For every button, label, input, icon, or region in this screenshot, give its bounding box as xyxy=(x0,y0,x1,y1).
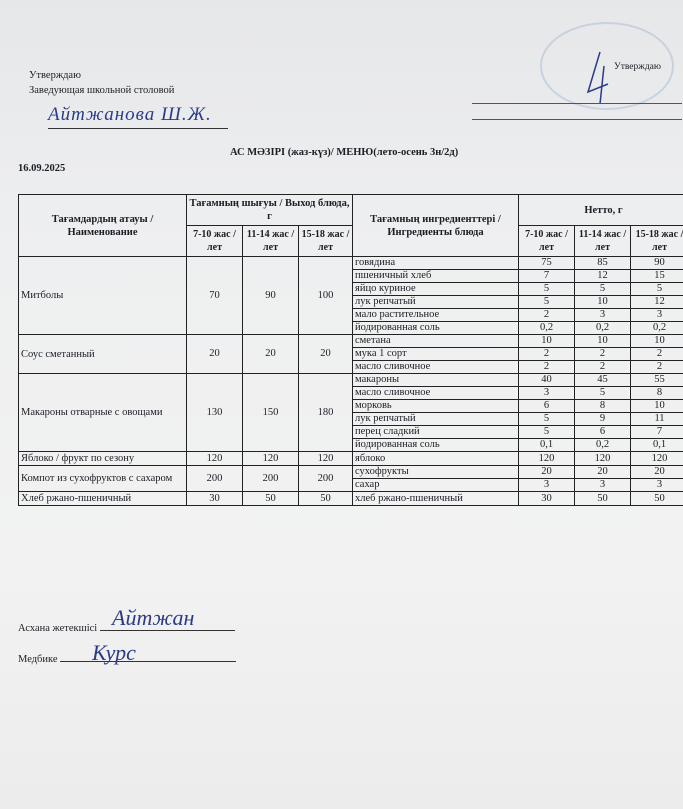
ingredient-name: перец сладкий xyxy=(353,426,519,439)
ingredient-netto: 5 xyxy=(575,387,631,400)
ingredient-netto: 85 xyxy=(575,257,631,270)
dish-name: Яблоко / фрукт по сезону xyxy=(19,452,187,466)
menu-title: АС МӘЗІРІ (жаз-күз)/ МЕНЮ(лето-осень 3н/2д) xyxy=(230,147,459,158)
dish-name: Митболы xyxy=(19,257,187,335)
ingredient-name: мука 1 сорт xyxy=(353,348,519,361)
ingredient-netto: 10 xyxy=(519,335,575,348)
ingredient-netto: 8 xyxy=(575,400,631,413)
table-row xyxy=(19,466,683,479)
dish-output: 200 xyxy=(299,466,353,492)
header-ingredients: Тағамның ингредиенттері / Ингредиенты блюда xyxy=(353,195,519,257)
approver-signature-name: Айтжанова Ш.Ж. xyxy=(48,104,228,129)
ingredient-name: лук репчатый xyxy=(353,413,519,426)
ingredient-netto: 6 xyxy=(575,426,631,439)
ingredient-name: хлеб ржано-пшеничный xyxy=(353,492,519,506)
ingredient-netto: 3 xyxy=(575,309,631,322)
dish-output: 180 xyxy=(299,374,353,452)
header-age-7-10: 7-10 жас / лет xyxy=(187,226,243,257)
ingredient-netto: 3 xyxy=(575,479,631,492)
ingredient-netto: 9 xyxy=(575,413,631,426)
ingredient-netto: 15 xyxy=(631,270,683,283)
nurse-signature: Курс xyxy=(92,640,136,665)
nurse-label: Медбике xyxy=(18,654,58,665)
signature-line xyxy=(60,661,236,662)
ingredient-netto: 120 xyxy=(519,452,575,466)
ingredient-netto: 5 xyxy=(519,296,575,309)
ingredient-netto: 10 xyxy=(631,400,683,413)
cook-signature: Айтжан xyxy=(112,605,195,630)
dish-output: 120 xyxy=(187,452,243,466)
ingredient-netto: 0,2 xyxy=(631,322,683,335)
table-row xyxy=(19,335,683,348)
header-age-15-18: 15-18 жас / лет xyxy=(631,226,683,257)
dish-output: 50 xyxy=(299,492,353,506)
ingredient-netto: 40 xyxy=(519,374,575,387)
ingredient-netto: 20 xyxy=(575,466,631,479)
dish-output: 120 xyxy=(299,452,353,466)
signature-line xyxy=(472,104,682,120)
ingredient-netto: 55 xyxy=(631,374,683,387)
dish-output: 130 xyxy=(187,374,243,452)
ingredient-netto: 5 xyxy=(631,283,683,296)
dish-output: 200 xyxy=(243,466,299,492)
ingredient-name: мало растительное xyxy=(353,309,519,322)
ingredient-name: йодированная соль xyxy=(353,322,519,335)
ingredient-netto: 2 xyxy=(575,361,631,374)
approve-label-right: Утверждаю xyxy=(614,62,661,72)
table-row xyxy=(19,374,683,387)
ingredient-netto: 120 xyxy=(575,452,631,466)
ingredient-netto: 120 xyxy=(631,452,683,466)
ingredient-netto: 2 xyxy=(519,361,575,374)
ingredient-netto: 30 xyxy=(519,492,575,506)
ingredient-netto: 12 xyxy=(631,296,683,309)
ingredient-name: масло сливочное xyxy=(353,387,519,400)
ingredient-netto: 11 xyxy=(631,413,683,426)
ingredient-name: масло сливочное xyxy=(353,361,519,374)
ingredient-netto: 50 xyxy=(631,492,683,506)
header-age-11-14: 11-14 жас / лет xyxy=(243,226,299,257)
ingredient-netto: 5 xyxy=(519,413,575,426)
menu-table xyxy=(18,194,683,506)
ingredient-netto: 0,2 xyxy=(575,439,631,452)
ingredient-name: говядина xyxy=(353,257,519,270)
ingredient-netto: 5 xyxy=(519,283,575,296)
menu-table-body xyxy=(19,257,683,506)
table-row xyxy=(19,452,683,466)
ingredient-name: яйцо куриное xyxy=(353,283,519,296)
ingredient-netto: 10 xyxy=(575,296,631,309)
ingredient-netto: 7 xyxy=(631,426,683,439)
ingredient-netto: 2 xyxy=(519,348,575,361)
dish-output: 30 xyxy=(187,492,243,506)
dish-output: 20 xyxy=(187,335,243,374)
ingredient-name: йодированная соль xyxy=(353,439,519,452)
ingredient-name: яблоко xyxy=(353,452,519,466)
header-age-7-10: 7-10 жас / лет xyxy=(519,226,575,257)
dish-name: Хлеб ржано-пшеничный xyxy=(19,492,187,506)
ingredient-netto: 3 xyxy=(631,479,683,492)
ingredient-netto: 50 xyxy=(575,492,631,506)
ingredient-netto: 0,2 xyxy=(519,322,575,335)
ingredient-netto: 20 xyxy=(519,466,575,479)
ingredient-name: сухофрукты xyxy=(353,466,519,479)
ingredient-netto: 2 xyxy=(575,348,631,361)
dish-output: 20 xyxy=(299,335,353,374)
ingredient-netto: 5 xyxy=(575,283,631,296)
ingredient-netto: 45 xyxy=(575,374,631,387)
header-age-11-14: 11-14 жас / лет xyxy=(575,226,631,257)
cook-label: Асхана жетекшісі xyxy=(18,623,98,634)
ingredient-name: лук репчатый xyxy=(353,296,519,309)
header-age-15-18: 15-18 жас / лет xyxy=(299,226,353,257)
ingredient-name: морковь xyxy=(353,400,519,413)
menu-date: 16.09.2025 xyxy=(18,163,66,174)
table-row xyxy=(19,257,683,270)
ingredient-netto: 0,2 xyxy=(575,322,631,335)
ingredient-netto: 10 xyxy=(631,335,683,348)
ingredient-netto: 75 xyxy=(519,257,575,270)
ingredient-name: сахар xyxy=(353,479,519,492)
ingredient-netto: 8 xyxy=(631,387,683,400)
dish-output: 200 xyxy=(187,466,243,492)
ingredient-netto: 12 xyxy=(575,270,631,283)
ingredient-netto: 7 xyxy=(519,270,575,283)
header-dish: Тағамдардың атауы / Наименование xyxy=(19,195,187,257)
header-netto: Нетто, г xyxy=(519,195,683,226)
dish-output: 70 xyxy=(187,257,243,335)
dish-output: 20 xyxy=(243,335,299,374)
signature-line xyxy=(472,88,682,104)
dish-name: Соус сметанный xyxy=(19,335,187,374)
approve-label: Утверждаю xyxy=(29,70,81,81)
ingredient-netto: 5 xyxy=(519,426,575,439)
ingredient-netto: 2 xyxy=(519,309,575,322)
ingredient-netto: 2 xyxy=(631,348,683,361)
ingredient-netto: 0,1 xyxy=(631,439,683,452)
ingredient-netto: 6 xyxy=(519,400,575,413)
approval-lines-right xyxy=(472,88,682,120)
dish-output: 50 xyxy=(243,492,299,506)
dish-output: 100 xyxy=(299,257,353,335)
ingredient-netto: 90 xyxy=(631,257,683,270)
dish-output: 90 xyxy=(243,257,299,335)
ingredient-netto: 2 xyxy=(631,361,683,374)
ingredient-netto: 3 xyxy=(519,479,575,492)
dish-output: 150 xyxy=(243,374,299,452)
ingredient-netto: 20 xyxy=(631,466,683,479)
dish-name: Компот из сухофруктов с сахаром xyxy=(19,466,187,492)
ingredient-netto: 0,1 xyxy=(519,439,575,452)
dish-name: Макароны отварные с овощами xyxy=(19,374,187,452)
ingredient-name: макароны xyxy=(353,374,519,387)
dish-output: 120 xyxy=(243,452,299,466)
ingredient-netto: 3 xyxy=(519,387,575,400)
ingredient-netto: 3 xyxy=(631,309,683,322)
table-row xyxy=(19,492,683,506)
ingredient-netto: 10 xyxy=(575,335,631,348)
header-output: Тағамның шығуы / Выход блюда, г xyxy=(187,195,353,226)
approver-position: Заведующая школьной столовой xyxy=(29,85,175,96)
ingredient-name: пшеничный хлеб xyxy=(353,270,519,283)
approval-block-left xyxy=(29,68,174,98)
ingredient-name: сметана xyxy=(353,335,519,348)
